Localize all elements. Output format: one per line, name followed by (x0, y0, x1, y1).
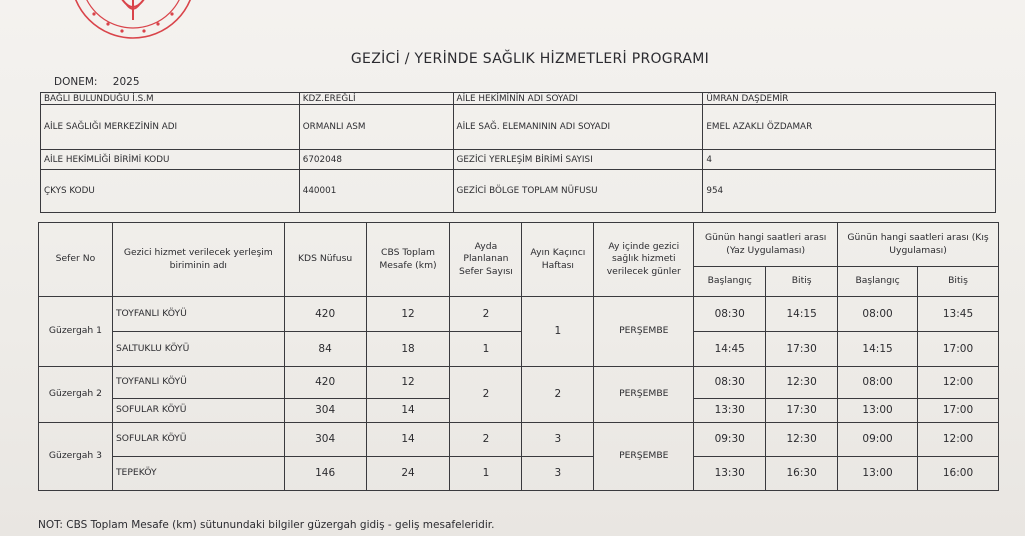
schedule-table (38, 222, 999, 491)
yaz-bitis-cell: 12:30 (766, 423, 838, 457)
cbs-cell: 18 (366, 332, 450, 367)
kis-bitis-cell: 13:45 (918, 297, 999, 332)
info-label: AİLE SAĞ. ELEMANININ ADI SOYADI (453, 105, 703, 150)
kis-bitis-cell: 16:00 (918, 457, 999, 491)
kis-bitis-cell: 17:00 (918, 332, 999, 367)
kis-baslangic-cell: 08:00 (838, 297, 918, 332)
cbs-cell: 14 (366, 399, 450, 423)
table-row (39, 367, 999, 399)
info-table (40, 92, 996, 213)
route-name: Güzergah 1 (39, 297, 113, 367)
yaz-baslangic-cell: 13:30 (694, 457, 766, 491)
kis-baslangic-cell: 08:00 (838, 367, 918, 399)
info-value: ORMANLI ASM (299, 105, 453, 150)
yaz-bitis-cell: 16:30 (766, 457, 838, 491)
yaz-bitis-cell: 17:30 (766, 399, 838, 423)
info-row (41, 170, 996, 213)
hafta-cell: 2 (522, 367, 594, 423)
info-label: GEZİCİ BÖLGE TOPLAM NÜFUSU (453, 170, 703, 213)
info-value: EMEL AZAKLI ÖZDAMAR (703, 105, 996, 150)
header-row (39, 223, 999, 267)
cbs-cell: 14 (366, 423, 450, 457)
info-value: ÜMRAN DAŞDEMİR (703, 93, 996, 105)
info-label: AİLE HEKİMİNİN ADI SOYADI (453, 93, 703, 105)
kds-cell: 304 (284, 423, 366, 457)
yaz-bitis-cell: 14:15 (766, 297, 838, 332)
header-yaz-bitis: Bitiş (766, 267, 838, 297)
yerlesim-cell: SOFULAR KÖYÜ (112, 399, 284, 423)
route-name: Güzergah 3 (39, 423, 113, 491)
donem-value: 2025 (112, 76, 140, 88)
info-value: 954 (703, 170, 996, 213)
header-kds: KDS Nüfusu (284, 223, 366, 297)
kds-cell: 304 (284, 399, 366, 423)
info-label: AİLE HEKİMLİĞİ BİRİMİ KODU (41, 150, 300, 170)
kis-bitis-cell: 17:00 (918, 399, 999, 423)
header-kis: Günün hangi saatleri arası (Kış Uygulaması) (838, 223, 999, 267)
hafta-cell: 1 (522, 297, 594, 367)
table-row (39, 332, 999, 367)
header-kis-bitis: Bitiş (918, 267, 999, 297)
header-yaz: Günün hangi saatleri arası (Yaz Uygulaması) (694, 223, 838, 267)
info-label: GEZİCİ YERLEŞİM BİRİMİ SAYISI (453, 150, 703, 170)
yerlesim-cell: TEPEKÖY (112, 457, 284, 491)
table-row (39, 457, 999, 491)
info-value: 6702048 (299, 150, 453, 170)
header-hafta: Ayın Kaçıncı Haftası (522, 223, 594, 297)
yerlesim-cell: TOYFANLI KÖYÜ (112, 297, 284, 332)
cbs-cell: 12 (366, 367, 450, 399)
ayda-cell: 1 (450, 457, 522, 491)
kds-cell: 420 (284, 367, 366, 399)
header-kis-baslangic: Başlangıç (838, 267, 918, 297)
header-ayda: Ayda Planlanan Sefer Sayısı (450, 223, 522, 297)
gun-cell: PERŞEMBE (594, 297, 694, 367)
table-row (39, 297, 999, 332)
yaz-bitis-cell: 12:30 (766, 367, 838, 399)
kis-baslangic-cell: 13:00 (838, 457, 918, 491)
info-label: ÇKYS KODU (41, 170, 300, 213)
kis-bitis-cell: 12:00 (918, 423, 999, 457)
gun-cell: PERŞEMBE (594, 423, 694, 491)
info-value: 440001 (299, 170, 453, 213)
kds-cell: 84 (284, 332, 366, 367)
info-label: AİLE SAĞLIĞI MERKEZİNİN ADI (41, 105, 300, 150)
route-name: Güzergah 2 (39, 367, 113, 423)
header-sefer-no: Sefer No (39, 223, 113, 297)
table-row (39, 423, 999, 457)
yaz-baslangic-cell: 14:45 (694, 332, 766, 367)
hafta-cell: 3 (522, 423, 594, 457)
header-gunler: Ay içinde gezici sağlık hizmeti verilecek günler (594, 223, 694, 297)
ayda-cell: 2 (450, 423, 522, 457)
info-label: BAĞLI BULUNDUĞU İ.S.M (41, 93, 300, 105)
info-row (41, 150, 996, 170)
kis-baslangic-cell: 13:00 (838, 399, 918, 423)
info-value: 4 (703, 150, 996, 170)
kds-cell: 146 (284, 457, 366, 491)
kis-baslangic-cell: 09:00 (838, 423, 918, 457)
cbs-cell: 12 (366, 297, 450, 332)
hafta-cell: 3 (522, 457, 594, 491)
header-cbs: CBS Toplam Mesafe (km) (366, 223, 450, 297)
page-title: GEZİCİ / YERİNDE SAĞLIK HİZMETLERİ PROGRAMI (350, 51, 710, 67)
yerlesim-cell: TOYFANLI KÖYÜ (112, 367, 284, 399)
footnote: NOT: CBS Toplam Mesafe (km) sütunundaki bilgiler güzergah gidiş - geliş mesafeleridir. (38, 519, 495, 531)
yaz-baslangic-cell: 13:30 (694, 399, 766, 423)
yaz-baslangic-cell: 09:30 (694, 423, 766, 457)
info-value: KDZ.EREĞLİ (299, 93, 453, 105)
ayda-cell: 2 (450, 297, 522, 332)
yaz-baslangic-cell: 08:30 (694, 297, 766, 332)
ministry-seal-logo (64, 0, 202, 56)
yerlesim-cell: SOFULAR KÖYÜ (112, 423, 284, 457)
ayda-cell: 1 (450, 332, 522, 367)
kis-baslangic-cell: 14:15 (838, 332, 918, 367)
info-row (41, 105, 996, 150)
header-yerlesim: Gezici hizmet verilecek yerleşim biriminin adı (112, 223, 284, 297)
kis-bitis-cell: 12:00 (918, 367, 999, 399)
yaz-bitis-cell: 17:30 (766, 332, 838, 367)
gun-cell: PERŞEMBE (594, 367, 694, 423)
yaz-baslangic-cell: 08:30 (694, 367, 766, 399)
cbs-cell: 24 (366, 457, 450, 491)
donem-line (54, 76, 140, 88)
info-row (41, 93, 996, 105)
ayda-cell: 2 (450, 367, 522, 423)
kds-cell: 420 (284, 297, 366, 332)
header-yaz-baslangic: Başlangıç (694, 267, 766, 297)
donem-label: DONEM: (54, 76, 98, 88)
yerlesim-cell: SALTUKLU KÖYÜ (112, 332, 284, 367)
